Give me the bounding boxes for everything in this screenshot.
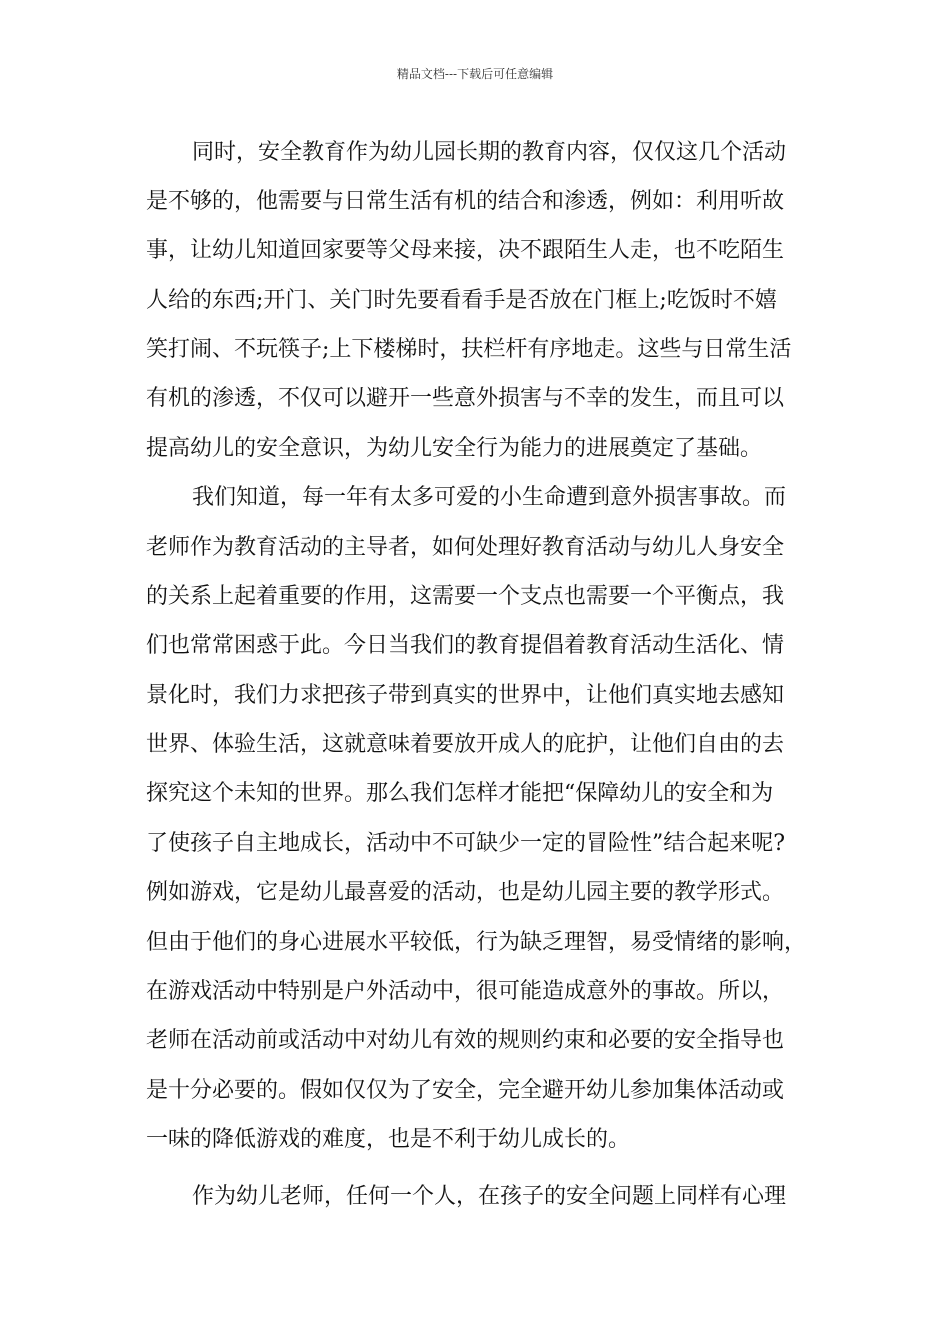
paragraph-line: 例如游戏，它是幼儿最喜爱的活动，也是幼儿园主要的教学形式。 — [146, 880, 785, 905]
paragraph-line: 们也常常困惑于此。今日当我们的教育提倡着教育活动生活化、情 — [146, 633, 785, 658]
paragraph-line: 了使孩子自主地成长，活动中不可缺少一定的冒险性”结合起来呢? — [146, 831, 786, 856]
paragraph-line: 有机的渗透，不仅可以避开一些意外损害与不幸的发生，而且可以 — [146, 386, 785, 411]
paragraph-line: 事，让幼儿知道回家要等父母来接，决不跟陌生人走，也不吃陌生 — [146, 238, 785, 263]
paragraph-line: 人给的东西;开门、关门时先要看看手是否放在门框上;吃饭时不嬉 — [146, 288, 777, 313]
paragraph-line: 一味的降低游戏的难度，也是不利于幼儿成长的。 — [146, 1127, 631, 1152]
paragraph-line: 世界、体验生活，这就意味着要放开成人的庇护，让他们自由的去 — [146, 732, 785, 757]
paragraph-line: 是不够的，他需要与日常生活有机的结合和渗透，例如：利用听故 — [146, 189, 785, 214]
paragraph-line: 但由于他们的身心进展水平较低，行为缺乏理智，易受情绪的影响， — [146, 930, 807, 955]
paragraph-line: 景化时，我们力求把孩子带到真实的世界中，让他们真实地去感知 — [146, 683, 785, 708]
paragraph-line: 老师在活动前或活动中对幼儿有效的规则约束和必要的安全指导也 — [146, 1028, 785, 1053]
paragraph-line: 探究这个未知的世界。那么我们怎样才能把“保障幼儿的安全和为 — [146, 781, 774, 806]
paragraph-line: 老师作为教育活动的主导者，如何处理好教育活动与幼儿人身安全 — [146, 535, 785, 560]
page-header: 精品文档---下载后可任意编辑 — [396, 67, 554, 81]
paragraph-line: 笑打闹、不玩筷子;上下楼梯时，扶栏杆有序地走。这些与日常生活 — [146, 337, 792, 362]
paragraph-line: 作为幼儿老师，任何一个人，在孩子的安全问题上同样有心理 — [192, 1184, 787, 1209]
paragraph-line: 是十分必要的。假如仅仅为了安全，完全避开幼儿参加集体活动或 — [146, 1078, 785, 1103]
paragraph-line: 在游戏活动中特别是户外活动中，很可能造成意外的事故。所以， — [146, 979, 785, 1004]
paragraph-line: 同时，安全教育作为幼儿园长期的教育内容，仅仅这几个活动 — [192, 140, 787, 165]
paragraph-line: 提高幼儿的安全意识，为幼儿安全行为能力的进展奠定了基础。 — [146, 436, 763, 461]
paragraph-line: 的关系上起着重要的作用，这需要一个支点也需要一个平衡点，我 — [146, 584, 785, 609]
paragraph-line: 我们知道，每一年有太多可爱的小生命遭到意外损害事故。而 — [192, 485, 787, 510]
